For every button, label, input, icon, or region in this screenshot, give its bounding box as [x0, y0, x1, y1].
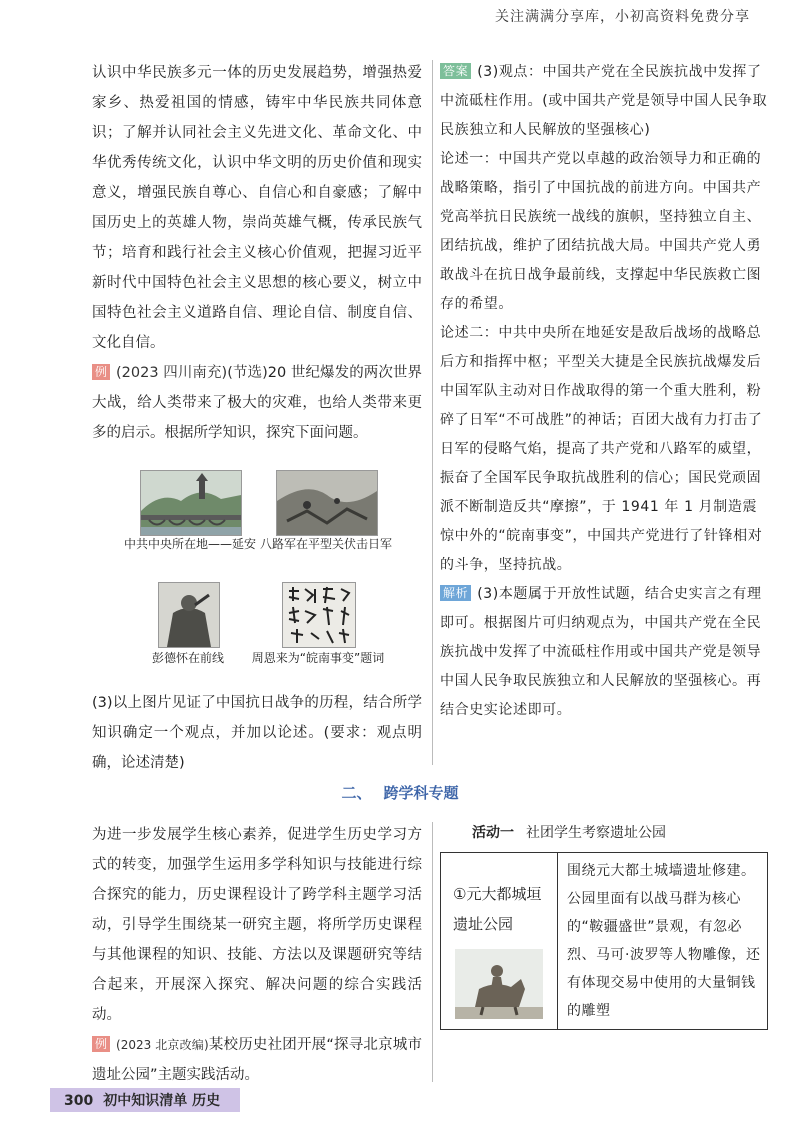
topic-example-tag: 例 — [92, 1036, 110, 1052]
analysis-tag: 解析 — [440, 585, 471, 601]
right-column — [440, 58, 770, 725]
analysis-text: (3)本题属于开放性试题，结合史实言之有理即可。根据图片可归纳观点为，中国共产党在全民族抗战中发挥了中流砥柱作用或中国共产党是领导中国人民争取民族独立和人民解放的坚强核心。再结合史实论述即可。 — [440, 586, 762, 718]
activity-table — [440, 852, 768, 1030]
activity-description: 围绕元大都土城墙遗址修建。公园里面有以战马群为核心的“鞍疆盛世”景观，有忽必烈、马可·波罗等人物雕像，还有体现交易中使用的大量铜钱的雕塑 — [567, 863, 761, 1019]
section-number: 二、 — [341, 784, 372, 802]
analysis-paragraph — [440, 580, 770, 725]
example-source: (2023 四川南充)(节选) — [116, 365, 268, 381]
section-title-text: 跨学科专题 — [383, 784, 459, 802]
photo-grid — [96, 470, 426, 670]
example-text: 20 世纪爆发的两次世界大战，给人类带来了极大的灾难，也给人类带来更多的启示。根据所学知识，探究下面问题。 — [92, 365, 423, 441]
topic-column — [92, 820, 422, 1090]
left-column — [92, 58, 422, 448]
pengdehuai-caption: 彭德怀在前线 — [151, 651, 224, 665]
answer-tag: 答案 — [440, 63, 471, 79]
topic-example-text: 某校历史社团开展“探寻北京城市遗址公园”主题实践活动。 — [92, 1037, 422, 1083]
example-tag: 例 — [92, 364, 110, 380]
answer-paragraph — [440, 58, 770, 145]
zhouenlai-photo — [282, 582, 356, 648]
activity-cell-label: ①元大都城垣遗址公园 — [453, 885, 542, 933]
argument-one: 论述一：中国共产党以卓越的政治领导力和正确的战略策略，指引了中国抗战的前进方向。中国共产党高举抗日民族统一战线的旗帜，坚持独立自主、团结抗战，维护了团结抗战大局。中国共产党人勇敢战斗在抗日战争最前线，支撑起中华民族救亡图存的希望。 — [440, 151, 762, 312]
zhouenlai-caption: 周恩来为“皖南事变”题词 — [251, 651, 385, 665]
book-title: 初中知识清单 历史 — [103, 1093, 221, 1109]
topic-example — [92, 1030, 422, 1090]
pengdehuai-photo — [158, 582, 220, 648]
activity-label: 活动一 — [472, 825, 514, 841]
footer — [64, 1090, 220, 1110]
example-paragraph — [92, 358, 422, 448]
column-divider-lower — [432, 822, 433, 1082]
question-text: (3)以上图片见证了中国抗日战争的历程，结合所学知识确定一个观点，并加以论述。(要求：观点明确，论述清楚) — [92, 695, 422, 771]
intro-paragraph: 认识中华民族多元一体的历史发展趋势，增强热爱家乡、热爱祖国的情感，铸牢中华民族共同体意识；了解并认同社会主义先进文化、革命文化、中华优秀传统文化，认识中华文明的历史价值和现实意义，增强民族自尊心、自信心和自豪感；了解中国历史上的英雄人物，崇尚英雄气概，传承民族气节；培育和践行社会主义核心价值观，把握习近平新时代中国特色社会主义思想的核心要义，树立中国特色社会主义道路自信、理论自信、制度自信、文化自信。 — [92, 65, 422, 351]
page-number: 300 — [64, 1093, 94, 1109]
pingxingguan-photo — [276, 470, 378, 536]
column-divider — [432, 60, 433, 765]
pingxingguan-caption: 八路军在平型关伏击日军 — [259, 537, 392, 551]
activity-heading — [472, 822, 666, 842]
activity-subtitle: 社团学生考察遗址公园 — [526, 825, 666, 841]
answer-text: (3)观点：中国共产党在全民族抗战中发挥了中流砥柱作用。(或中国共产党是领导中国人民争取民族独立和人民解放的坚强核心) — [440, 64, 768, 138]
activity-label-cell — [441, 853, 558, 1029]
header-note: 关注满满分享库，小初高资料免费分享 — [495, 9, 750, 25]
section-title — [0, 782, 800, 803]
argument-two: 论述二：中共中央所在地延安是敌后战场的战略总后方和指挥中枢；平型关大捷是全民族抗战爆发后中国军队主动对日作战取得的第一个重大胜利，粉碎了日军“不可战胜”的神话；百团大战有力打击了日军的侵略气焰，提高了共产党和八路军的威望，振奋了全国军民争取抗战胜利的信心；国民党顽固派不断制造反共“摩擦”，于 1941 年 1 月制造震惊中外的“皖南事变”，中国共产党进行了针锋相对的斗争，坚持抗战。 — [440, 325, 763, 573]
statue-photo — [455, 949, 543, 1019]
yanan-caption: 中共中央所在地——延安 — [123, 537, 256, 551]
topic-example-source: (2023 北京改编) — [116, 1038, 209, 1052]
topic-intro: 为进一步发展学生核心素养，促进学生历史学习方式的转变，加强学生运用多学科知识与技能进行综合探究的能力，历史课程设计了跨学科主题学习活动，引导学生围绕某一研究主题，将所学历史课程与其他课程的知识、技能、方法以及课题研究等结合起来，开展深入探究、解决问题的综合实践活动。 — [92, 827, 422, 1023]
yanan-photo — [140, 470, 242, 536]
question-block — [92, 688, 422, 778]
